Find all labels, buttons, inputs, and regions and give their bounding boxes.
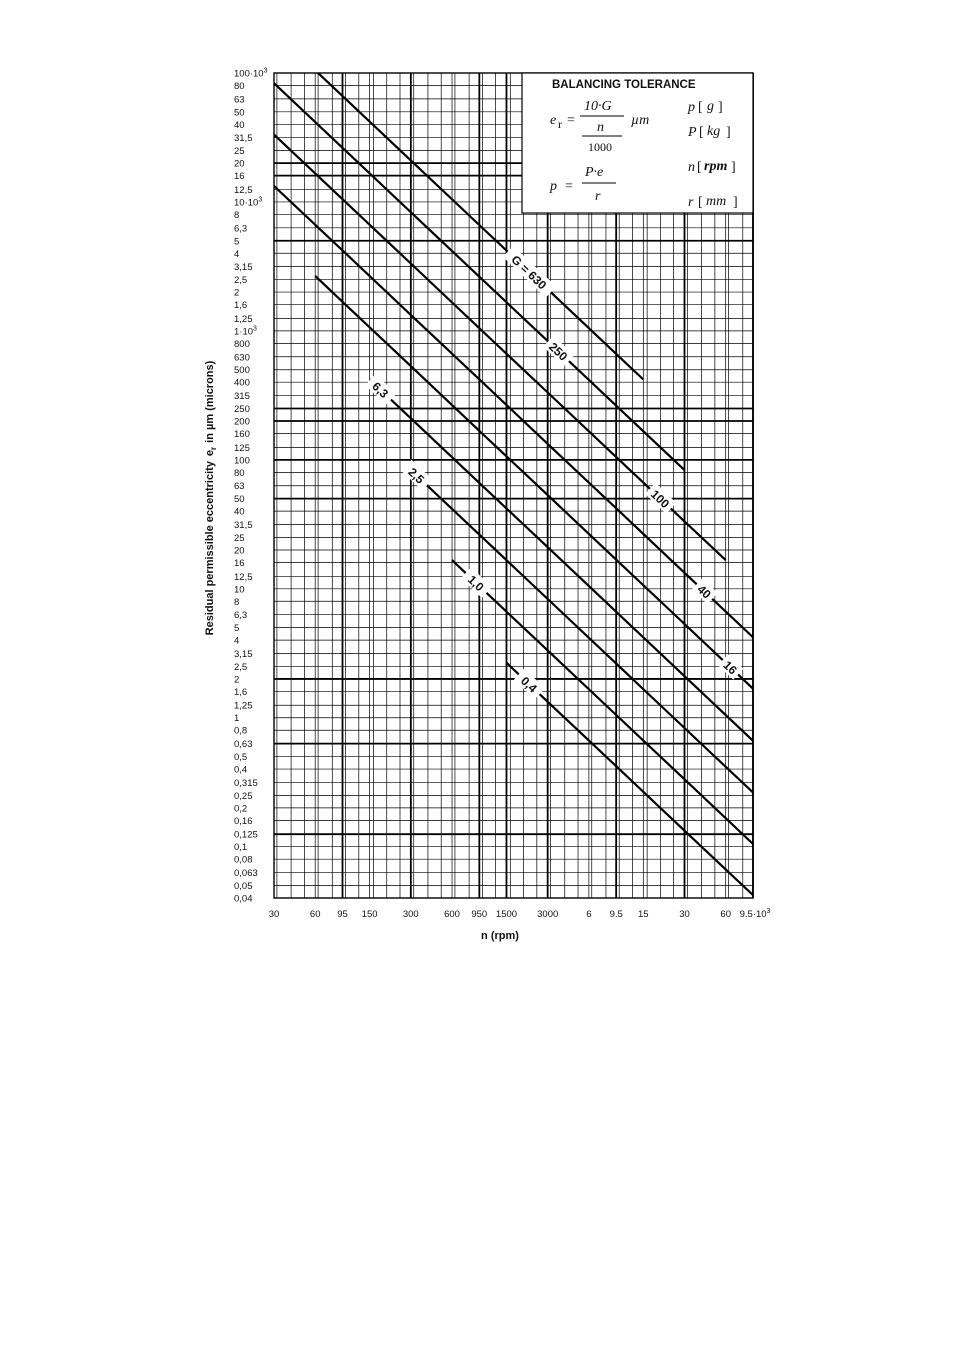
y-tick-base-48: 1,6 bbox=[234, 686, 248, 698]
unit-n-lbr: [ bbox=[697, 160, 702, 175]
unit-P-lbr: [ bbox=[699, 125, 704, 140]
y-tick-label-41 bbox=[234, 597, 239, 608]
y-tick-base-31: 80 bbox=[234, 467, 245, 479]
y-tick-label-53 bbox=[234, 752, 247, 763]
y-tick-base-56: 0,25 bbox=[234, 790, 253, 802]
y-axis-title-prefix: Residual permissible eccentricity bbox=[204, 461, 216, 636]
x-tick-base-6: 950 bbox=[471, 909, 488, 920]
y-tick-base-44: 4 bbox=[234, 635, 240, 647]
y-tick-base-57: 0,2 bbox=[234, 803, 248, 815]
unit-n-rbr: ] bbox=[731, 160, 736, 175]
y-tick-base-37: 20 bbox=[234, 545, 245, 557]
y-tick-base-11: 8 bbox=[234, 209, 240, 221]
y-tick-base-46: 2,5 bbox=[234, 661, 248, 673]
y-tick-label-46 bbox=[234, 662, 247, 673]
y-tick-label-50 bbox=[234, 713, 239, 724]
x-axis-title: n (rpm) bbox=[481, 930, 519, 942]
y-tick-base-20: 1·10 bbox=[234, 326, 254, 338]
y-tick-label-5 bbox=[234, 133, 253, 144]
y-tick-label-19 bbox=[234, 314, 253, 325]
x-tick-label-13 bbox=[720, 909, 731, 920]
x-tick-sup: 3 bbox=[766, 908, 771, 915]
y-tick-label-49 bbox=[234, 701, 253, 712]
y-tick-label-52 bbox=[234, 739, 253, 750]
eq1-unit: µm bbox=[631, 113, 650, 128]
y-tick-label-31 bbox=[234, 468, 245, 479]
x-tick-base-13: 60 bbox=[720, 909, 731, 920]
eq1-lhs: e bbox=[550, 113, 557, 128]
y-tick-label-34 bbox=[234, 507, 245, 518]
y-tick-base-6: 25 bbox=[234, 146, 245, 158]
y-tick-base-18: 1,6 bbox=[234, 300, 248, 312]
x-tick-label-0 bbox=[269, 909, 280, 920]
unit-n-unit: rpm bbox=[704, 159, 728, 174]
y-tick-label-35 bbox=[234, 520, 253, 531]
series-label-8: 0,4 bbox=[517, 673, 540, 696]
y-tick-label-45 bbox=[234, 649, 253, 660]
y-tick-label-42 bbox=[234, 610, 247, 621]
y-tick-label-60 bbox=[234, 842, 247, 853]
x-tick-label-14 bbox=[740, 908, 771, 920]
series-label-7: 1,0 bbox=[464, 572, 487, 595]
unit-P-rbr: ] bbox=[726, 125, 731, 140]
y-tick-label-36 bbox=[234, 533, 245, 544]
y-tick-base-47: 2 bbox=[234, 674, 240, 686]
y-tick-label-54 bbox=[234, 765, 247, 776]
unit-P-sym: P bbox=[688, 125, 697, 140]
legend-box bbox=[522, 73, 753, 213]
y-tick-base-50: 1 bbox=[234, 713, 240, 725]
y-tick-base-30: 100 bbox=[234, 455, 250, 467]
y-tick-label-23 bbox=[234, 365, 250, 376]
x-tick-label-3 bbox=[362, 909, 378, 920]
eq1-rel: = bbox=[567, 113, 575, 128]
y-tick-label-11 bbox=[234, 210, 239, 221]
y-tick-label-15 bbox=[234, 262, 253, 273]
y-tick-base-52: 0,63 bbox=[234, 739, 253, 751]
unit-p-rbr: ] bbox=[718, 100, 723, 115]
series-label-3: 40 bbox=[694, 582, 714, 602]
y-tick-label-10 bbox=[234, 196, 262, 208]
y-axis-title bbox=[204, 360, 218, 635]
y-tick-label-56 bbox=[234, 791, 253, 802]
y-tick-base-21: 800 bbox=[234, 338, 250, 350]
y-tick-base-28: 160 bbox=[234, 429, 250, 440]
y-tick-base-10: 10·10 bbox=[234, 197, 259, 209]
unit-p-sym: p bbox=[688, 100, 695, 115]
y-tick-label-29 bbox=[234, 443, 250, 454]
y-tick-label-59 bbox=[234, 830, 258, 841]
y-tick-base-14: 4 bbox=[234, 248, 240, 260]
y-tick-label-51 bbox=[234, 726, 247, 737]
y-tick-base-42: 6,3 bbox=[234, 610, 248, 622]
y-tick-label-25 bbox=[234, 391, 250, 402]
y-tick-base-9: 12,5 bbox=[234, 185, 253, 196]
y-tick-base-41: 8 bbox=[234, 596, 240, 608]
y-tick-base-55: 0,315 bbox=[234, 777, 258, 789]
y-tick-base-34: 40 bbox=[234, 506, 245, 518]
y-tick-base-38: 16 bbox=[234, 558, 245, 569]
series-line-8 bbox=[507, 663, 754, 895]
legend-title: BALANCING TOLERANCE bbox=[552, 79, 696, 91]
y-tick-label-47 bbox=[234, 674, 239, 685]
y-tick-base-36: 25 bbox=[234, 533, 245, 544]
x-tick-label-9 bbox=[586, 909, 591, 920]
y-tick-label-26 bbox=[234, 404, 250, 415]
y-tick-label-28 bbox=[234, 429, 250, 440]
y-tick-base-29: 125 bbox=[234, 442, 250, 454]
y-tick-base-58: 0,16 bbox=[234, 815, 253, 827]
y-tick-label-44 bbox=[234, 636, 239, 647]
y-tick-base-49: 1,25 bbox=[234, 700, 253, 712]
y-tick-base-35: 31,5 bbox=[234, 520, 253, 531]
y-tick-label-13 bbox=[234, 236, 239, 247]
unit-n-sym: n bbox=[688, 160, 695, 175]
x-tick-base-5: 600 bbox=[444, 909, 460, 920]
y-tick-label-30 bbox=[234, 455, 250, 466]
x-tick-base-2: 95 bbox=[337, 909, 348, 920]
y-tick-label-21 bbox=[234, 339, 250, 350]
eq1-lhs-sub: r bbox=[558, 117, 562, 131]
unit-r-unit: mm bbox=[706, 194, 727, 209]
series-label-5: 6,3 bbox=[369, 379, 392, 401]
y-tick-base-7: 20 bbox=[234, 158, 245, 170]
x-tick-base-1: 60 bbox=[309, 909, 321, 920]
y-tick-base-13: 5 bbox=[234, 236, 240, 248]
y-tick-label-48 bbox=[234, 687, 247, 698]
y-tick-base-1: 80 bbox=[234, 81, 245, 92]
y-tick-label-20 bbox=[234, 325, 257, 337]
x-tick-label-4 bbox=[403, 909, 419, 920]
eq2-den: r bbox=[595, 189, 601, 204]
y-tick-label-0 bbox=[234, 68, 268, 80]
y-axis-title-symbol: e bbox=[204, 449, 216, 457]
y-tick-label-39 bbox=[234, 572, 253, 583]
y-tick-label-38 bbox=[234, 558, 245, 569]
y-tick-label-43 bbox=[234, 623, 239, 634]
eq2-lhs: p bbox=[550, 179, 557, 194]
y-axis-title-subscript: r bbox=[209, 446, 218, 450]
y-tick-base-15: 3,15 bbox=[234, 262, 253, 274]
y-tick-label-62 bbox=[234, 868, 258, 879]
x-tick-label-8 bbox=[537, 909, 558, 920]
series-label-6: 2,5 bbox=[405, 464, 428, 487]
y-tick-base-24: 400 bbox=[234, 377, 250, 389]
y-tick-base-63: 0,05 bbox=[234, 881, 253, 892]
y-tick-label-63 bbox=[234, 881, 253, 892]
y-tick-label-2 bbox=[234, 94, 245, 105]
x-tick-base-10: 9.5 bbox=[609, 909, 623, 920]
y-tick-base-3: 50 bbox=[234, 107, 245, 119]
unit-r-sym: r bbox=[688, 195, 694, 210]
eq1-den-top: n bbox=[597, 120, 604, 135]
y-tick-label-7 bbox=[234, 159, 245, 170]
x-tick-base-12: 30 bbox=[679, 909, 690, 920]
y-axis-title-suffix: in µm (microns) bbox=[204, 360, 216, 443]
y-tick-label-1 bbox=[234, 81, 245, 92]
y-tick-base-0: 100·10 bbox=[234, 68, 264, 80]
y-tick-label-9 bbox=[234, 185, 253, 196]
eq2-rel: = bbox=[565, 179, 573, 194]
y-tick-label-8 bbox=[234, 171, 245, 182]
y-tick-base-23: 500 bbox=[234, 365, 250, 377]
y-tick-base-45: 3,15 bbox=[234, 649, 253, 660]
y-tick-base-22: 630 bbox=[234, 352, 250, 364]
x-tick-base-0: 30 bbox=[268, 909, 280, 920]
x-tick-base-4: 300 bbox=[402, 909, 419, 920]
y-tick-sup-0: 3 bbox=[263, 67, 268, 75]
y-tick-base-39: 12,5 bbox=[234, 571, 253, 583]
unit-p-lbr: [ bbox=[698, 100, 703, 115]
y-tick-label-17 bbox=[234, 288, 239, 299]
series-label-0: G = 630 bbox=[508, 252, 550, 293]
y-tick-label-6 bbox=[234, 146, 245, 157]
x-tick-label-6 bbox=[471, 909, 487, 920]
y-tick-label-22 bbox=[234, 352, 250, 363]
y-tick-base-33: 50 bbox=[234, 494, 245, 506]
y-tick-base-5: 31,5 bbox=[234, 133, 253, 145]
x-tick-label-5 bbox=[444, 909, 460, 920]
unit-r-rbr: ] bbox=[733, 195, 738, 210]
series-label-1: 250 bbox=[546, 339, 571, 364]
y-tick-label-16 bbox=[234, 275, 247, 286]
y-tick-base-2: 63 bbox=[234, 94, 245, 106]
y-tick-label-61 bbox=[234, 855, 253, 866]
x-tick-base-3: 150 bbox=[361, 909, 378, 920]
y-tick-base-61: 0,08 bbox=[234, 854, 253, 866]
y-tick-base-54: 0,4 bbox=[234, 764, 248, 776]
x-tick-base-11: 15 bbox=[638, 909, 649, 920]
y-tick-base-43: 5 bbox=[234, 623, 240, 635]
y-tick-base-40: 10 bbox=[234, 584, 245, 596]
eq1-num: 10·G bbox=[584, 99, 612, 114]
y-tick-label-37 bbox=[234, 546, 245, 557]
y-tick-label-33 bbox=[234, 494, 245, 505]
x-tick-base-9: 6 bbox=[586, 909, 592, 920]
y-tick-label-57 bbox=[234, 803, 247, 814]
y-tick-base-19: 1,25 bbox=[234, 313, 253, 325]
y-tick-sup-20: 3 bbox=[253, 325, 257, 333]
unit-P-unit: kg bbox=[707, 124, 721, 139]
x-tick-base-7: 1500 bbox=[495, 909, 518, 920]
x-tick-base-14: 9.5·10 bbox=[739, 909, 767, 920]
y-tick-base-60: 0,1 bbox=[234, 842, 248, 854]
x-tick-label-2 bbox=[337, 909, 348, 920]
y-tick-label-18 bbox=[234, 300, 247, 311]
y-tick-label-24 bbox=[234, 378, 250, 389]
x-tick-label-11 bbox=[638, 909, 649, 920]
y-tick-label-12 bbox=[234, 223, 247, 234]
x-tick-label-12 bbox=[679, 909, 690, 920]
y-tick-sup-10: 3 bbox=[258, 196, 263, 204]
y-tick-label-27 bbox=[234, 417, 250, 428]
y-tick-label-64 bbox=[234, 894, 253, 905]
y-tick-label-40 bbox=[234, 584, 245, 595]
y-tick-base-62: 0,063 bbox=[234, 868, 258, 880]
y-tick-base-8: 16 bbox=[234, 171, 245, 183]
y-tick-base-4: 40 bbox=[234, 119, 245, 131]
y-tick-label-4 bbox=[234, 120, 245, 131]
y-tick-label-3 bbox=[234, 107, 245, 118]
y-tick-base-53: 0,5 bbox=[234, 752, 248, 764]
eq1-den-bottom: 1000 bbox=[588, 140, 612, 154]
x-tick-label-7 bbox=[496, 909, 517, 920]
y-tick-base-26: 250 bbox=[234, 404, 250, 415]
y-tick-base-17: 2 bbox=[234, 287, 240, 299]
x-tick-label-1 bbox=[310, 909, 321, 920]
y-tick-label-14 bbox=[234, 249, 239, 260]
y-tick-base-12: 6,3 bbox=[234, 223, 248, 235]
eq2-num: P·e bbox=[585, 165, 604, 180]
x-tick-base-8: 3000 bbox=[537, 909, 559, 920]
y-tick-base-25: 315 bbox=[234, 391, 250, 403]
y-tick-label-58 bbox=[234, 816, 253, 827]
y-tick-label-32 bbox=[234, 481, 245, 492]
y-tick-label-55 bbox=[234, 778, 258, 789]
unit-r-lbr: [ bbox=[698, 195, 703, 210]
y-tick-base-32: 63 bbox=[234, 481, 245, 493]
series-label-2: 100 bbox=[647, 487, 673, 512]
series-label-4: 16 bbox=[720, 657, 740, 678]
unit-p-unit: g bbox=[707, 99, 714, 114]
x-tick-label-10 bbox=[610, 909, 623, 920]
y-tick-base-64: 0,04 bbox=[234, 893, 253, 905]
y-tick-base-51: 0,8 bbox=[234, 725, 248, 737]
y-tick-base-16: 2,5 bbox=[234, 275, 248, 287]
y-tick-base-27: 200 bbox=[234, 416, 250, 428]
y-tick-base-59: 0,125 bbox=[234, 829, 258, 841]
